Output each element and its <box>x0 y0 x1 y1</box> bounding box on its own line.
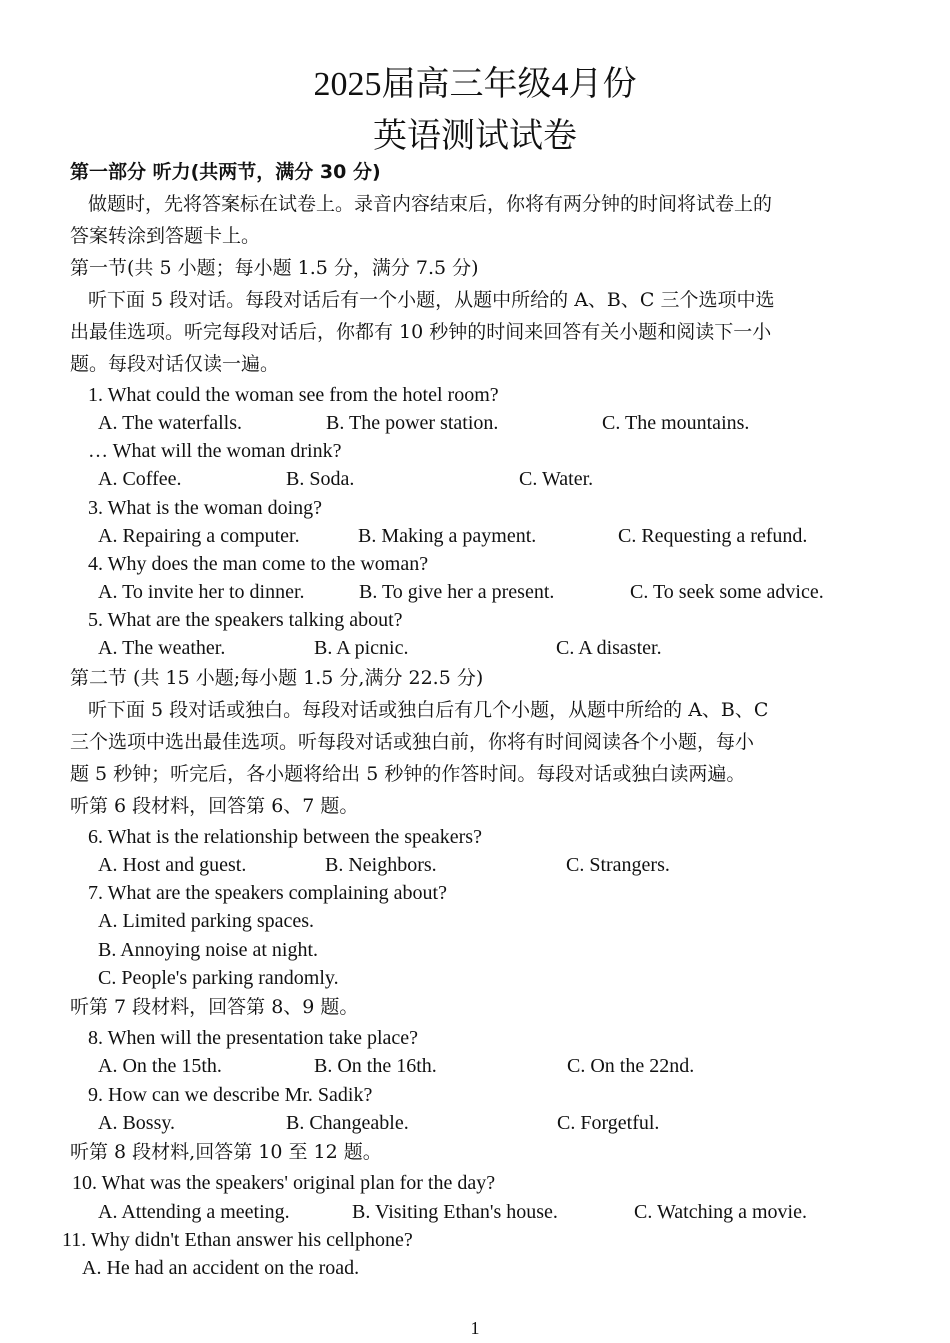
material-8-heading: 听第 8 段材料,回答第 10 至 12 题。 <box>70 1141 382 1163</box>
section1-instr-line1: 听下面 5 段对话。每段对话后有一个小题，从题中所给的 A、B、C 三个选项中选 <box>88 289 775 311</box>
q10-option-a: A. Attending a meeting. <box>98 1201 290 1223</box>
section2-heading: 第二节 (共 15 小题;每小题 1.5 分,满分 22.5 分) <box>70 667 484 689</box>
q7-option-c: C. People's parking randomly. <box>98 967 339 989</box>
q3-option-a: A. Repairing a computer. <box>98 525 300 547</box>
material-7-heading: 听第 7 段材料，回答第 8、9 题。 <box>70 996 359 1018</box>
q5-option-a: A. The weather. <box>98 637 226 659</box>
q3-option-c: C. Requesting a refund. <box>618 525 808 547</box>
material-6-heading: 听第 6 段材料，回答第 6、7 题。 <box>70 795 359 817</box>
question-2: … What will the woman drink? <box>88 440 342 462</box>
q7-option-a: A. Limited parking spaces. <box>98 910 315 932</box>
q4-option-b: B. To give her a present. <box>359 581 555 603</box>
section2-instr-line3: 题 5 秒钟；听完后，各小题将给出 5 秒钟的作答时间。每段对话或独白读两遍。 <box>70 763 746 785</box>
q3-option-b: B. Making a payment. <box>358 525 537 547</box>
question-8: 8. When will the presentation take place? <box>88 1027 419 1049</box>
section1-heading: 第一节(共 5 小题；每小题 1.5 分，满分 7.5 分) <box>70 257 479 279</box>
q9-option-c: C. Forgetful. <box>557 1112 660 1134</box>
q6-option-a: A. Host and guest. <box>98 854 247 876</box>
q8-option-a: A. On the 15th. <box>98 1055 222 1077</box>
q6-option-b: B. Neighbors. <box>325 854 437 876</box>
part1-heading: 第一部分 听力(共两节，满分 30 分) <box>70 161 381 183</box>
part1-intro-line1: 做题时，先将答案标在试卷上。录音内容结束后，你将有两分钟的时间将试卷上的 <box>88 193 773 215</box>
section1-instr-line2: 出最佳选项。听完每段对话后，你都有 10 秒钟的时间来回答有关小题和阅读下一小 <box>70 321 772 343</box>
question-10: 10. What was the speakers' original plan for the day? <box>72 1172 496 1194</box>
q10-option-c: C. Watching a movie. <box>634 1201 807 1223</box>
question-11: 11. Why didn't Ethan answer his cellphone? <box>62 1229 413 1251</box>
exam-subtitle: 英语测试试卷 <box>373 118 577 155</box>
q9-option-b: B. Changeable. <box>286 1112 409 1134</box>
q1-option-a: A. The waterfalls. <box>98 412 243 434</box>
question-9: 9. How can we describe Mr. Sadik? <box>88 1084 373 1106</box>
question-6: 6. What is the relationship between the speakers? <box>88 826 482 848</box>
q5-option-b: B. A picnic. <box>314 637 409 659</box>
q8-option-b: B. On the 16th. <box>314 1055 437 1077</box>
question-3: 3. What is the woman doing? <box>88 497 323 519</box>
page-number: 1 <box>470 1318 480 1338</box>
q4-option-a: A. To invite her to dinner. <box>98 581 305 603</box>
q9-option-a: A. Bossy. <box>98 1112 176 1134</box>
q2-option-b: B. Soda. <box>286 468 355 490</box>
q5-option-c: C. A disaster. <box>556 637 662 659</box>
section2-instr-line2: 三个选项中选出最佳选项。听每段对话或独白前，你将有时间阅读各个小题，每小 <box>70 731 755 753</box>
question-7: 7. What are the speakers complaining about? <box>88 882 447 904</box>
section1-instr-line3: 题。每段对话仅读一遍。 <box>70 353 280 375</box>
q8-option-c: C. On the 22nd. <box>567 1055 695 1077</box>
q10-option-b: B. Visiting Ethan's house. <box>352 1201 558 1223</box>
q2-option-a: A. Coffee. <box>98 468 182 490</box>
q2-option-c: C. Water. <box>519 468 594 490</box>
exam-title: 2025届高三年级4月份 <box>313 66 637 103</box>
q7-option-b: B. Annoying noise at night. <box>98 939 318 961</box>
question-4: 4. Why does the man come to the woman? <box>88 553 429 575</box>
q1-option-b: B. The power station. <box>326 412 499 434</box>
question-5: 5. What are the speakers talking about? <box>88 609 403 631</box>
question-1: 1. What could the woman see from the hotel room? <box>88 384 499 406</box>
part1-intro-line2: 答案转涂到答题卡上。 <box>70 225 261 247</box>
q11-option-a: A. He had an accident on the road. <box>82 1257 360 1279</box>
q4-option-c: C. To seek some advice. <box>630 581 824 603</box>
section2-instr-line1: 听下面 5 段对话或独白。每段对话或独白后有几个小题，从题中所给的 A、B、C <box>88 699 769 721</box>
q6-option-c: C. Strangers. <box>566 854 670 876</box>
q1-option-c: C. The mountains. <box>602 412 750 434</box>
